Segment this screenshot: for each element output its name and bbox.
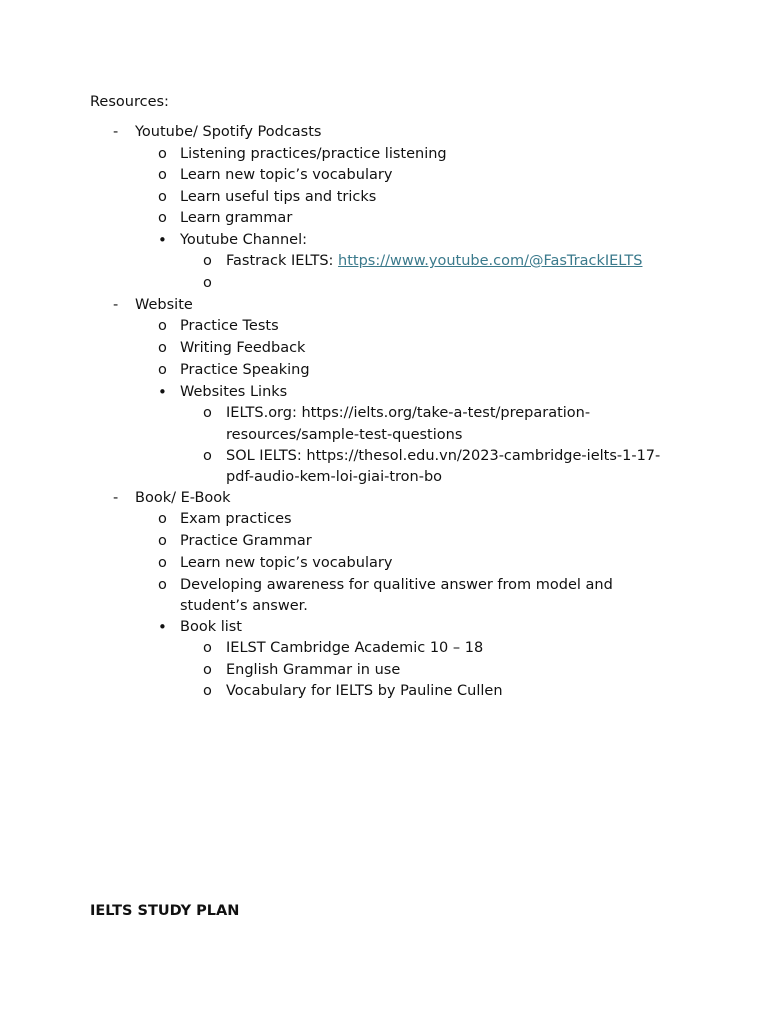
circle-marker: o [158, 210, 167, 226]
link-text-line: IELTS.org: https://ielts.org/take-a-test/preparation- [226, 405, 591, 421]
circle-marker: o [158, 145, 167, 162]
channel-name: Fastrack IELTS: [226, 253, 339, 269]
link-text-line: pdf-audio-kem-loi-giai-tron-bo [226, 469, 443, 485]
book-title: IELST Cambridge Academic 10 – 18 [226, 640, 484, 656]
dash-marker: - [113, 297, 119, 313]
list-item-text: Learn useful tips and tricks [180, 188, 377, 205]
circle-marker: o [203, 447, 212, 464]
list-item-text: Youtube Channel: [180, 231, 308, 248]
list-item-text: Practice Grammar [180, 532, 312, 549]
list-item-text: Developing awareness for qualitive answer from model and [180, 576, 613, 593]
book-title: English Grammar in use [226, 661, 401, 678]
circle-marker: o [158, 167, 167, 183]
resources-heading: Resources: [90, 94, 169, 110]
section-label: Book/ E-Book [135, 490, 231, 506]
bullet-marker: • [158, 618, 167, 636]
circle-marker: o [158, 188, 167, 205]
link-text-line: resources/sample-test-questions [226, 426, 463, 443]
list-item-text: Writing Feedback [180, 340, 306, 356]
circle-marker: o [158, 511, 167, 527]
bullet-marker: • [158, 383, 167, 401]
list-item-text: Learn new topic’s vocabulary [180, 167, 393, 183]
channel-text [226, 251, 642, 273]
list-item-text: Websites Links [180, 384, 288, 400]
circle-marker: o [203, 683, 212, 699]
circle-marker: o [158, 576, 167, 593]
circle-marker: o [158, 532, 167, 549]
book-title: Vocabulary for IELTS by Pauline Cullen [226, 683, 503, 699]
link-text-line: SOL IELTS: https://thesol.edu.vn/2023-cambridge-ielts-1-17- [226, 447, 661, 464]
dash-marker: - [113, 490, 119, 506]
dash-marker: - [113, 124, 119, 140]
circle-marker: o [158, 554, 167, 571]
circle-marker: o [203, 661, 212, 678]
list-item-text: Learn new topic’s vocabulary [180, 554, 393, 571]
circle-marker: o [158, 340, 167, 356]
list-item-text: Exam practices [180, 511, 292, 527]
list-item-text: Practice Speaking [180, 361, 310, 378]
section-label: Website [135, 297, 193, 313]
section-label: Youtube/ Spotify Podcasts [135, 124, 322, 140]
circle-marker: o [203, 253, 212, 269]
list-item-text: Book list [180, 619, 242, 635]
list-item-text: Listening practices/practice listening [180, 145, 447, 162]
youtube-channel-link[interactable]: https://www.youtube.com/@FasTrackIELTS [338, 253, 643, 269]
circle-marker: o [203, 640, 212, 656]
list-item-text: Learn grammar [180, 210, 293, 226]
circle-marker: o [158, 318, 167, 334]
circle-marker: o [158, 361, 167, 378]
list-item-text: student’s answer. [180, 598, 308, 614]
bullet-marker: • [158, 230, 167, 249]
study-plan-title: IELTS STUDY PLAN [90, 903, 240, 919]
circle-marker: o [203, 405, 212, 421]
circle-marker: o [203, 274, 212, 291]
list-item-text: Practice Tests [180, 318, 279, 334]
